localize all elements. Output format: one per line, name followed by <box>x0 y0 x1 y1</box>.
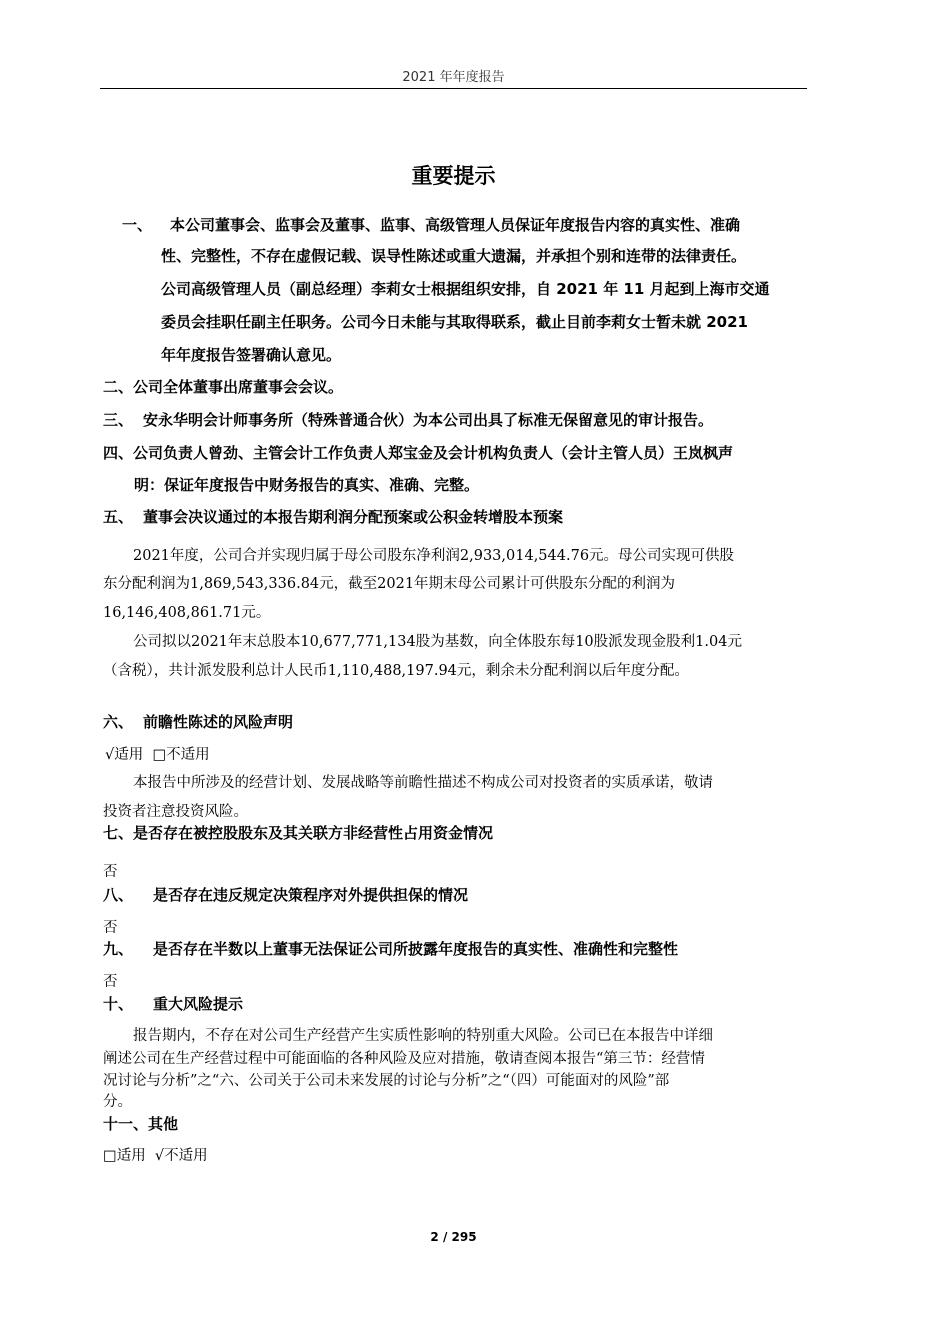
section-1-line-5: 年年度报告签署确认意见。 <box>161 346 342 364</box>
section-11-heading: 十一、其他 <box>103 1115 179 1133</box>
section-10-para-line-1: 报告期内，不存在对公司生产经营产生实质性影响的特别重大风险。公司已在本报告中详细 <box>133 1028 713 1044</box>
section-1-line-2: 性、完整性，不存在虚假记载、误导性陈述或重大遗漏，并承担个别和连带的法律责任。 <box>161 247 747 265</box>
section-5-para-2-line-2: （含税），共计派发股利总计人民币1,110,488,197.94元，剩余未分配利润以后年度分配。 <box>103 663 689 679</box>
section-9-number: 九、 <box>103 940 134 958</box>
section-5-number: 五、 <box>103 508 134 526</box>
section-9-answer: 否 <box>103 974 118 990</box>
section-1-number: 一、 <box>122 216 153 234</box>
section-3-text: 安永华明会计师事务所（特殊普通合伙）为本公司出具了标准无保留意见的审计报告。 <box>143 411 714 429</box>
section-11-applicable-checkbox: □适用 √不适用 <box>103 1148 208 1164</box>
section-1-line-4: 委员会挂职任副主任职务。公司今日未能与其取得联系，截止目前李莉女士暂未就 2021 <box>161 313 748 331</box>
section-5-para-2-line-1: 公司拟以2021年末总股本10,677,771,134股为基数，向全体股东每10股派发现金股利1.04元 <box>133 634 742 650</box>
section-6-applicable-checkbox: √适用 □不适用 <box>105 747 210 763</box>
section-9-heading: 是否存在半数以上董事无法保证公司所披露年度报告的真实性、准确性和完整性 <box>153 940 679 958</box>
header-divider <box>100 88 807 89</box>
section-10-para-line-3: 况讨论与分析”之“六、公司关于公司未来发展的讨论与分析”之“（四）可能面对的风险”部 <box>103 1073 670 1089</box>
section-5-para-1-line-3: 16,146,408,861.71元。 <box>103 605 271 621</box>
section-4-line-1: 四、公司负责人曾劲、主管会计工作负责人郑宝金及会计机构负责人（会计主管人员）王岚枫声 <box>103 444 734 462</box>
section-10-para-line-4: 分。 <box>103 1094 132 1110</box>
section-5-heading: 董事会决议通过的本报告期利润分配预案或公积金转增股本预案 <box>143 508 564 526</box>
page-title: 重要提示 <box>411 164 496 188</box>
section-6-para-line-2: 投资者注意投资风险。 <box>103 804 248 820</box>
section-6-para-line-1: 本报告中所涉及的经营计划、发展战略等前瞻性描述不构成公司对投资者的实质承诺，敬请 <box>133 775 713 791</box>
section-10-para-line-2: 阐述公司在生产经营过程中可能面临的各种风险及应对措施，敬请查阅本报告“第三节：经营情 <box>103 1051 705 1067</box>
section-1-line-3: 公司高级管理人员（副总经理）李莉女士根据组织安排，自 2021 年 11 月起到上海市交通 <box>161 280 770 298</box>
page-number: 2 / 295 <box>430 1230 477 1244</box>
section-6-heading: 前瞻性陈述的风险声明 <box>143 713 294 731</box>
section-5-para-1-line-2: 东分配利润为1,869,543,336.84元，截至2021年期末母公司累计可供股东分配的利润为 <box>103 576 676 592</box>
section-10-heading: 重大风险提示 <box>153 995 244 1013</box>
running-header: 2021 年年度报告 <box>402 70 505 85</box>
section-7-heading: 七、是否存在被控股股东及其关联方非经营性占用资金情况 <box>103 824 494 842</box>
section-8-answer: 否 <box>103 920 118 936</box>
section-5-para-1-line-1: 2021年度，公司合并实现归属于母公司股东净利润2,933,014,544.76元。母公司实现可供股 <box>133 548 735 564</box>
section-2-text: 二、公司全体董事出席董事会会议。 <box>103 378 344 396</box>
section-8-number: 八、 <box>103 886 134 904</box>
section-1-line-1: 本公司董事会、监事会及董事、监事、高级管理人员保证年度报告内容的真实性、准确 <box>170 216 741 234</box>
section-10-number: 十、 <box>103 995 134 1013</box>
section-7-answer: 否 <box>103 864 118 880</box>
section-3-number: 三、 <box>103 411 134 429</box>
section-6-number: 六、 <box>103 713 134 731</box>
section-8-heading: 是否存在违反规定决策程序对外提供担保的情况 <box>153 886 469 904</box>
section-4-line-2: 明：保证年度报告中财务报告的真实、准确、完整。 <box>134 476 480 494</box>
